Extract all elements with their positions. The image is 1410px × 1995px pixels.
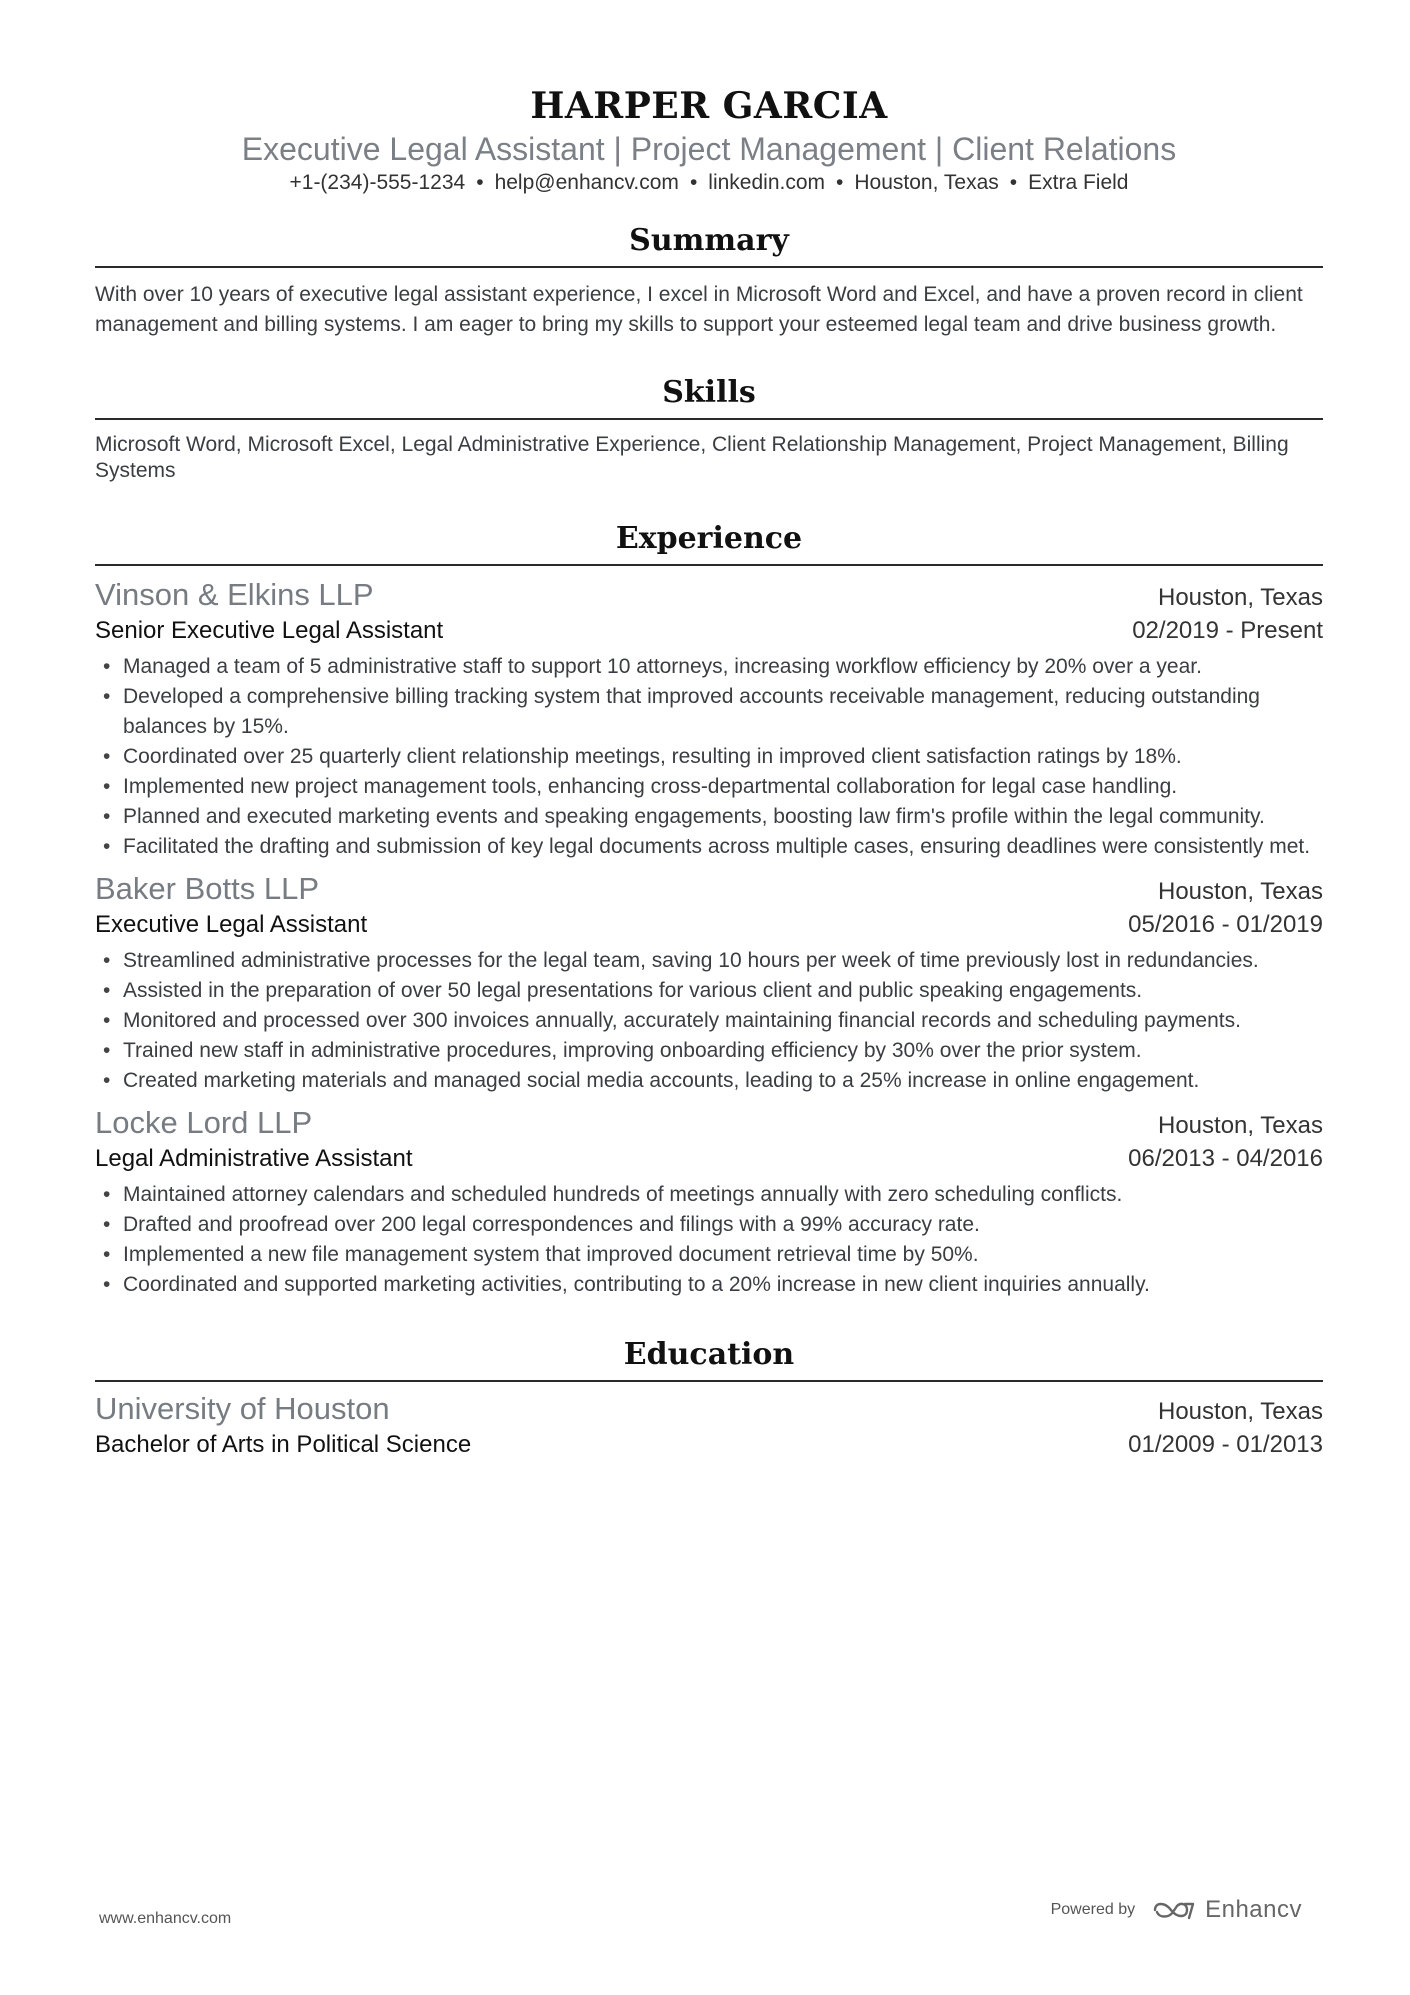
achievement-item: • Monitored and processed over 300 invoices annually, accurately maintaining financial records and scheduling payments. [95,1006,1323,1036]
achievement-item: • Created marketing materials and managed social media accounts, leading to a 25% increase in online engagement. [95,1066,1323,1096]
experience-entry [95,576,1323,862]
achievement-item: • Implemented a new file management system that improved document retrieval time by 50%. [95,1240,1323,1270]
achievement-list [95,652,1323,862]
footer-website[interactable]: www.enhancv.com [99,1910,232,1927]
achievement-item: • Trained new staff in administrative procedures, improving onboarding efficiency by 30% over the prior system. [95,1036,1323,1066]
section-title-skills: Skills [95,374,1323,420]
footer-branding [1051,1896,1302,1924]
school-name: University of Houston [95,1391,390,1426]
linkedin[interactable]: linkedin.com [708,171,826,194]
resume-page [95,84,1323,1462]
job-dates: 02/2019 - Present [1132,617,1323,644]
education-dates: 01/2009 - 01/2013 [1128,1431,1323,1458]
section-title-experience: Experience [95,520,1323,566]
powered-by-label: Powered by [1050,1901,1136,1918]
achievement-item: • Coordinated over 25 quarterly client relationship meetings, resulting in improved client satisfaction ratings by 18%. [95,742,1323,772]
achievement-list [95,946,1323,1096]
skills-section [95,374,1323,484]
company-name: Baker Botts LLP [95,871,320,906]
location: Houston, Texas [854,171,999,194]
school-location: Houston, Texas [1158,1398,1323,1425]
phone: +1-(234)-555-1234 [289,171,466,194]
achievement-item: • Planned and executed marketing events and speaking engagements, boosting law firm's profile within the legal community. [95,802,1323,832]
enhancv-logo-icon [1151,1898,1197,1922]
job-location: Houston, Texas [1158,878,1323,905]
job-title: Executive Legal Assistant [95,911,368,938]
headline: Executive Legal Assistant | Project Management | Client Relations [241,131,1177,167]
section-title-education: Education [95,1336,1323,1382]
section-title-summary: Summary [95,222,1323,268]
enhancv-brand[interactable] [1151,1896,1302,1924]
achievement-item: • Developed a comprehensive billing tracking system that improved accounts receivable management, reducing outstanding balances by 15%. [95,682,1323,742]
achievement-list [95,1180,1323,1300]
bullet-separator: • [1009,171,1018,194]
summary-section [95,222,1323,340]
extra-field: Extra Field [1028,171,1129,194]
experience-entry [95,1104,1323,1300]
experience-list [95,576,1323,1300]
experience-section [95,520,1323,1300]
achievement-item: • Coordinated and supported marketing activities, contributing to a 20% increase in new client inquiries annually. [95,1270,1323,1300]
skills-text: Microsoft Word, Microsoft Excel, Legal Administrative Experience, Client Relationship Management, Project Management, Billing Systems [95,433,1289,482]
education-entry [95,1390,1323,1462]
achievement-item: • Facilitated the drafting and submission of key legal documents across multiple cases, ensuring deadlines were consistently met. [95,832,1323,862]
bullet-separator: • [836,171,844,194]
bullet-separator: • [689,171,698,194]
experience-entry [95,870,1323,1096]
degree: Bachelor of Arts in Political Science [95,1431,472,1458]
achievement-item: • Streamlined administrative processes for the legal team, saving 10 hours per week of time previously lost in redundancies. [95,946,1323,976]
job-dates: 06/2013 - 04/2016 [1128,1145,1323,1172]
achievement-item: • Managed a team of 5 administrative staff to support 10 attorneys, increasing workflow efficiency by 20% over a year. [95,652,1323,682]
education-section [95,1336,1323,1462]
company-name: Locke Lord LLP [95,1105,313,1140]
bullet-separator: • [476,171,484,194]
achievement-item: • Maintained attorney calendars and scheduled hundreds of meetings annually with zero scheduling conflicts. [95,1180,1323,1210]
job-title: Legal Administrative Assistant [95,1145,413,1172]
brand-name: Enhancv [1205,1896,1302,1923]
company-name: Vinson & Elkins LLP [95,577,374,612]
achievement-item: • Drafted and proofread over 200 legal correspondences and filings with a 99% accuracy rate. [95,1210,1323,1240]
achievement-item: • Implemented new project management tools, enhancing cross-departmental collaboration for legal case handling. [95,772,1323,802]
summary-text: With over 10 years of executive legal assistant experience, I excel in Microsoft Word and Excel, and have a proven record in client management and billing systems. I am eager to bring my skills to support your esteemed legal team and drive business growth. [95,283,1303,336]
email[interactable]: help@enhancv.com [494,171,679,194]
job-location: Houston, Texas [1158,1112,1323,1139]
candidate-name: HARPER GARCIA [530,85,888,127]
job-title: Senior Executive Legal Assistant [95,617,444,644]
contact-line [95,170,1323,196]
job-dates: 05/2016 - 01/2019 [1128,911,1323,938]
achievement-item: • Assisted in the preparation of over 50 legal presentations for various client and public speaking engagements. [95,976,1323,1006]
job-location: Houston, Texas [1158,584,1323,611]
